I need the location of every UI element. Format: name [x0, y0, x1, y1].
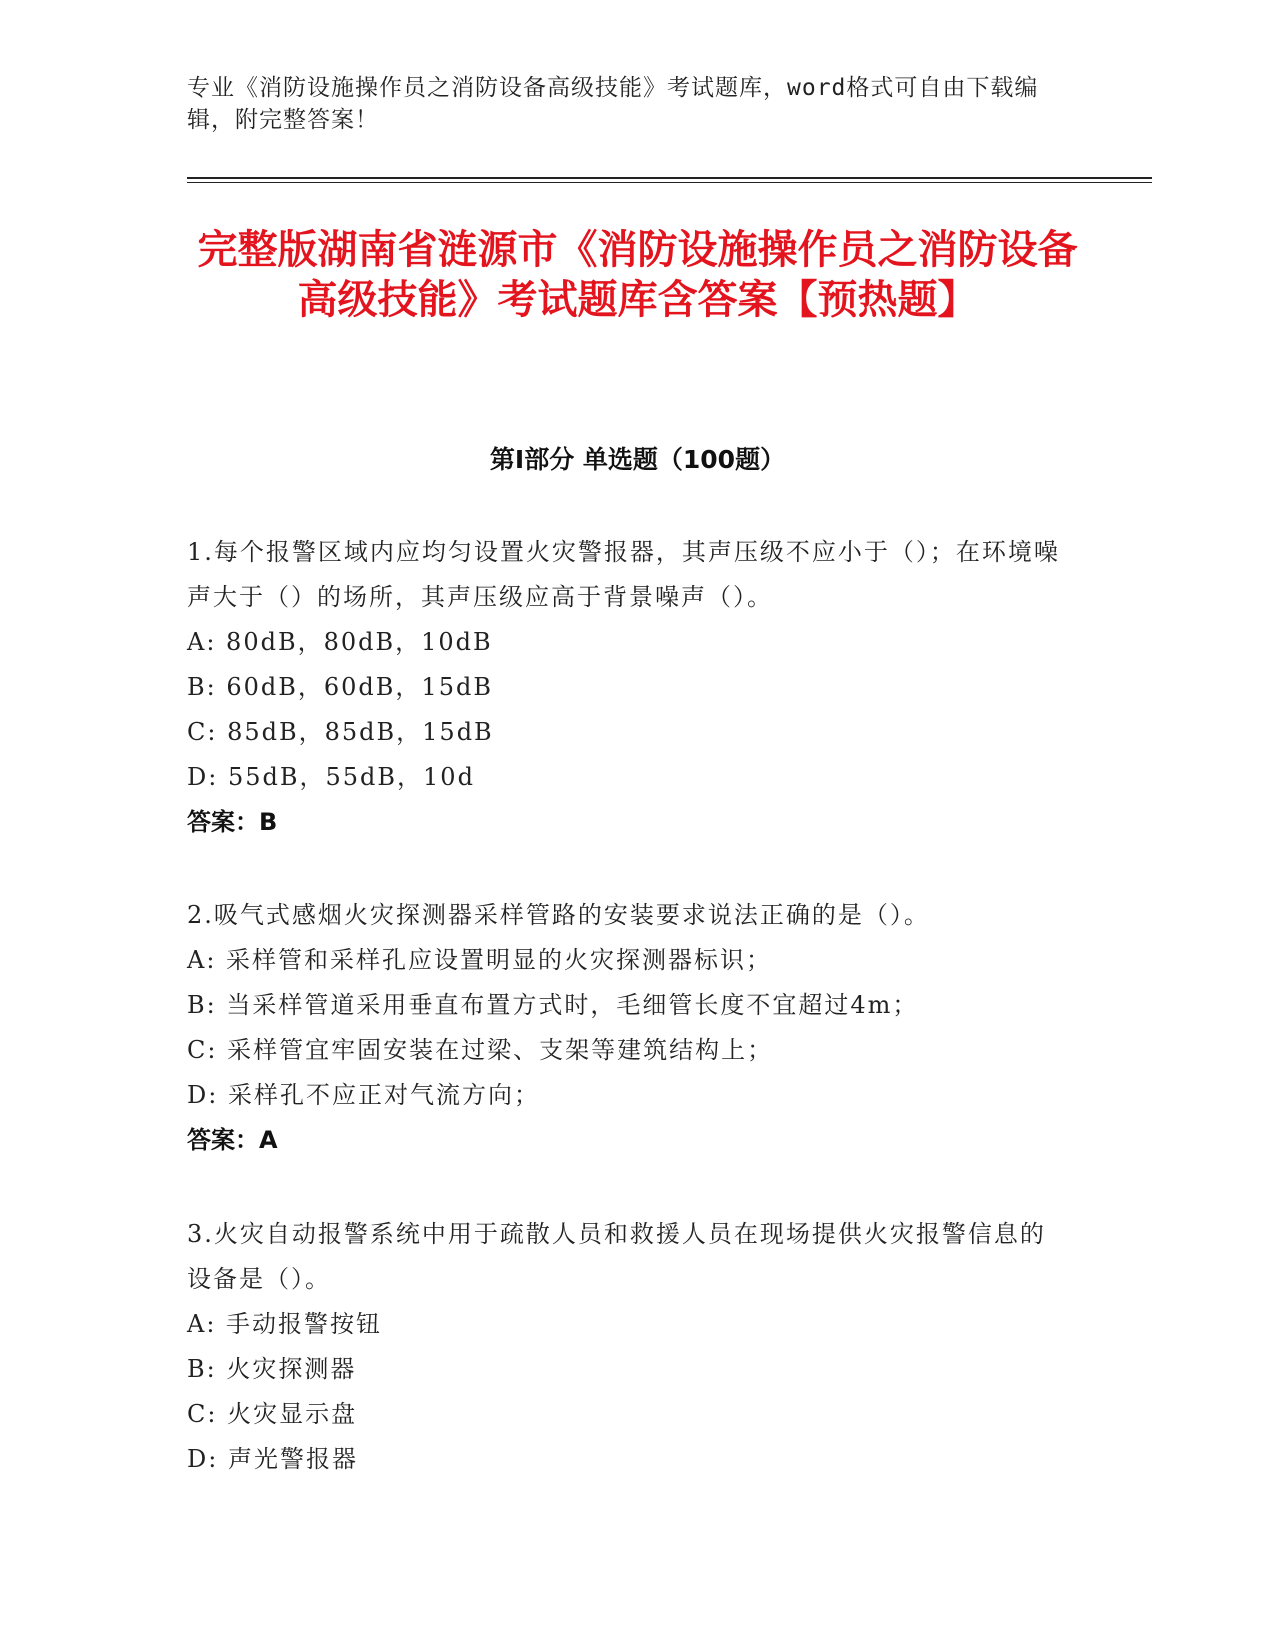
answer-label: 答案：A — [187, 1126, 278, 1154]
question-block — [187, 1212, 1067, 1482]
option-c: C: 采样管宜牢固安装在过梁、支架等建筑结构上； — [187, 1036, 774, 1064]
option-a: A: 80dB，80dB，10dB — [187, 628, 493, 656]
option-a: A: 采样管和采样孔应设置明显的火灾探测器标识； — [187, 946, 773, 974]
header-divider — [187, 177, 1152, 179]
question-block — [187, 530, 1067, 845]
header-divider-thin — [187, 182, 1152, 183]
option-d: D: 声光警报器 — [187, 1445, 358, 1473]
option-d: D: 55dB，55dB，10d — [187, 763, 475, 791]
section-heading: 第Ⅰ部分 单选题（100题） — [489, 445, 786, 474]
question-block — [187, 893, 1067, 1163]
option-c: C: 85dB，85dB，15dB — [187, 718, 494, 746]
option-b: B: 60dB，60dB，15dB — [187, 673, 493, 701]
option-b: B: 火灾探测器 — [187, 1355, 357, 1383]
document-title: 完整版湖南省涟源市《消防设施操作员之消防设备高级技能》考试题库含答案【预热题】 — [197, 227, 1078, 323]
option-a: A: 手动报警按钮 — [187, 1310, 383, 1338]
question-text: 1.每个报警区域内应均匀设置火灾警报器，其声压级不应小于（）；在环境噪声大于（）的场所，其声压级应高于背景噪声（）。 — [187, 538, 1060, 611]
question-text: 2.吸气式感烟火灾探测器采样管路的安装要求说法正确的是（）。 — [187, 901, 930, 929]
option-d: D: 采样孔不应正对气流方向； — [187, 1081, 540, 1109]
question-text: 3.火灾自动报警系统中用于疏散人员和救援人员在现场提供火灾报警信息的设备是（）。 — [187, 1220, 1046, 1293]
answer-label: 答案：B — [187, 808, 278, 836]
option-c: C: 火灾显示盘 — [187, 1400, 358, 1428]
header-note: 专业《消防设施操作员之消防设备高级技能》考试题库，word格式可自由下载编辑，附完整答案！ — [187, 75, 1039, 133]
option-b: B: 当采样管道采用垂直布置方式时，毛细管长度不宜超过4m； — [187, 991, 919, 1019]
